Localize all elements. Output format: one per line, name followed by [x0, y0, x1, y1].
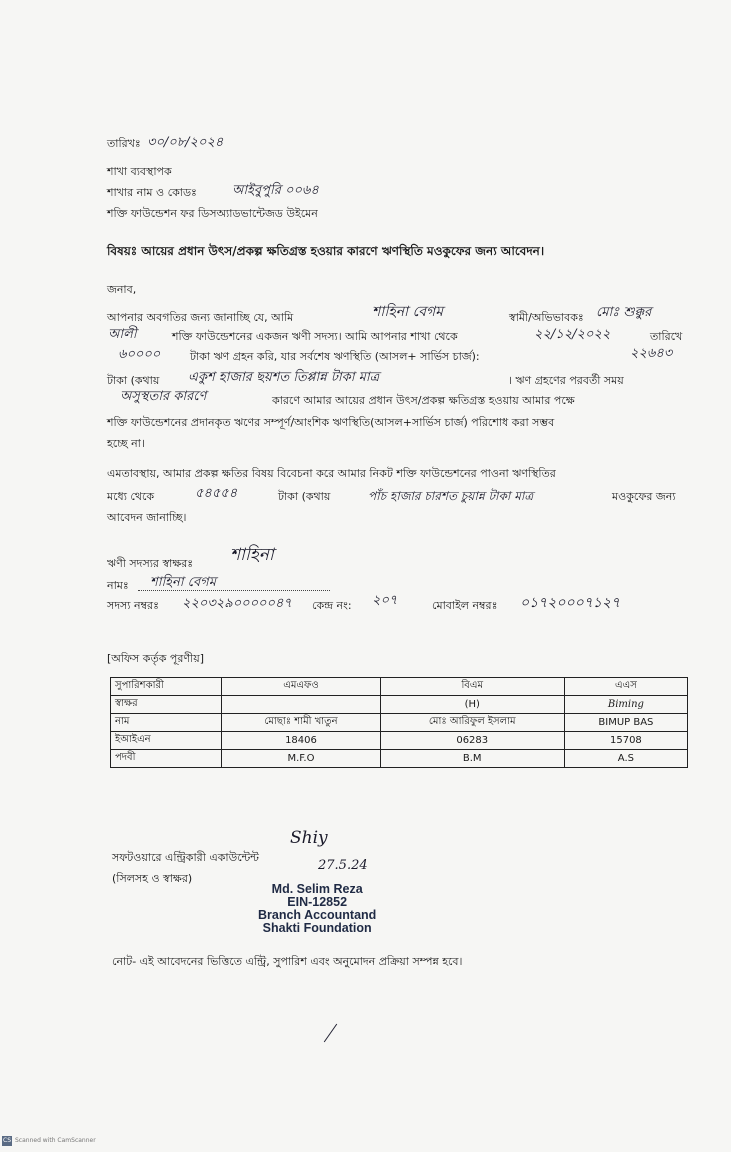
stamp-line: Shakti Foundation	[262, 921, 372, 935]
row-label: ইআইএন	[111, 732, 222, 750]
body-text: মওকুফের জন্য	[612, 490, 676, 503]
accountant-line: সফটওয়ারে এন্ট্রিকারী একাউন্টেন্ট	[112, 851, 259, 864]
body-text: কারণে আমার আয়ের প্রধান উৎস/প্রকল্প ক্ষতিগ্রস্ত হওয়ায় আমার পক্ষে	[272, 394, 575, 407]
outstanding-words-hw: একুশ হাজার ছয়শত তিপ্পান্ন টাকা মাত্র	[188, 370, 380, 385]
body-text: টাকা ঋণ গ্রহন করি, যার সর্বশেষ ঋণস্থিতি (আসল+ সার্ভিস চার্জ):	[190, 350, 480, 363]
body-text: হচ্ছে না।	[107, 437, 145, 450]
table-cell: BIMUP BAS	[564, 714, 687, 732]
table-row	[111, 750, 688, 768]
table-row	[111, 732, 688, 750]
center-hw: ২০৭	[372, 593, 398, 608]
accountant-date-hw: 27.5.24	[318, 858, 368, 873]
table-cell: A.S	[564, 750, 687, 768]
pen-mark	[324, 1024, 337, 1043]
guardian-hw: মোঃ শুক্কুর	[596, 305, 652, 320]
date-value: ৩০/০৮/২০২৪	[147, 135, 224, 150]
loan-amount-hw: ৬০০০০	[118, 347, 161, 362]
stamp-line: Branch Accountand	[258, 908, 377, 922]
waive-amount-hw: ৫৪৫৫৪	[195, 486, 238, 501]
signature-cell: Biming	[564, 696, 687, 714]
center-label: কেন্দ্র নং:	[312, 599, 352, 612]
accountant-signature: Shiy	[290, 828, 328, 848]
branch-label: শাখার নাম ও কোডঃ	[107, 186, 197, 199]
body-text: শক্তি ফাউন্ডেশনের প্রদানকৃত ঋণের সম্পূর্ণ/আংশিক ঋণস্থিতি(আসল+সার্ভিস চার্জ) পরিশোধ করা সম্ভব	[107, 416, 555, 429]
body-text: আপনার অবগতির জন্য জানাচ্ছি যে, আমি	[107, 311, 294, 324]
manager-label: শাখা ব্যবস্থাপক	[107, 165, 172, 178]
body-text: তারিখে	[650, 330, 683, 343]
table-cell: 15708	[564, 732, 687, 750]
loan-date-hw: ২২/১২/২০২২	[534, 327, 611, 342]
name-dotted-line	[138, 590, 330, 591]
borrower-signature: শাহিনা	[230, 545, 274, 565]
member-no-hw: ২২০৩২৯০০০০০৪৭	[182, 596, 292, 611]
signature-cell: (H)	[380, 696, 564, 714]
branch-value: আইবুপুরি ০০৬৪	[232, 183, 319, 198]
body-text: মধ্যে থেকে	[107, 490, 155, 503]
mobile-label: মোবাইল নম্বরঃ	[432, 599, 498, 612]
accountant-seal-note: (সিলসহ ও স্বাক্ষর)	[112, 872, 193, 885]
guardian-hw-2: আলী	[108, 327, 137, 342]
table-cell: M.F.O	[222, 750, 380, 768]
body-text: স্বামী/অভিভাবকঃ	[509, 311, 584, 324]
column-header: এমএফও	[222, 678, 380, 696]
borrower-name-hw: শাহিনা বেগম	[372, 304, 443, 320]
table-cell: 18406	[222, 732, 380, 750]
table-row	[111, 714, 688, 732]
body-text: টাকা (কথায়	[107, 374, 160, 387]
row-label: নাম	[111, 714, 222, 732]
body-text: এমতাবস্থায়, আমার প্রকল্প ক্ষতির বিষয় বিবেচনা করে আমার নিকট শক্তি ফাউন্ডেশনের পাওনা ঋণস্থিতির	[107, 467, 556, 480]
body-text: আবেদন জানাচ্ছি।	[107, 511, 187, 524]
waive-words-hw: পাঁচ হাজার চারশত চুয়ান্ন টাকা মাত্র	[368, 489, 534, 503]
column-header: বিএম	[380, 678, 564, 696]
borrower-sign-label: ঋণী সদস্যর স্বাক্ষরঃ	[107, 557, 194, 570]
stamp-line: EIN-12852	[287, 895, 348, 909]
reason-hw: অসুস্থতার কারণে	[120, 389, 207, 404]
camscanner-icon: CS	[3, 1137, 11, 1144]
office-table	[110, 677, 688, 768]
member-no-label: সদস্য নম্বরঃ	[107, 599, 159, 612]
table-cell: মোঃ আরিফুল ইসলাম	[380, 714, 564, 732]
salutation: জনাব,	[107, 283, 137, 296]
org-line: শক্তি ফাউন্ডেশন ফর ডিসঅ্যাডভান্টেজড উইমেন	[107, 207, 318, 220]
table-cell: মোছাঃ শামী খাতুন	[222, 714, 380, 732]
date-label: তারিখঃ	[107, 137, 141, 150]
footer-note: নোট- এই আবেদনের ভিত্তিতে এন্ট্রি, সুপারিশ এবং অনুমোদন প্রক্রিয়া সম্পন্ন হবে।	[112, 955, 463, 968]
borrower-name-label: নামঃ	[107, 579, 129, 592]
table-header-row	[111, 678, 688, 696]
row-label: পদবী	[111, 750, 222, 768]
body-text: শক্তি ফাউন্ডেশনের একজন ঋণী সদস্য। আমি আপনার শাখা থেকে	[172, 330, 458, 343]
body-text: টাকা (কথায়	[278, 490, 331, 503]
accountant-stamp	[258, 883, 376, 935]
signature-cell	[222, 696, 380, 714]
stamp-line: Md. Selim Reza	[271, 882, 363, 896]
table-row	[111, 696, 688, 714]
table-cell: B.M	[380, 750, 564, 768]
mobile-hw: ০১৭২০০০৭১২৭	[520, 595, 621, 611]
column-header: সুপারিশকারী	[111, 678, 222, 696]
table-cell: 06283	[380, 732, 564, 750]
scanner-tag	[2, 1136, 96, 1146]
office-heading: [অফিস কর্তৃক পূরণীয়]	[107, 652, 204, 665]
scanner-text: Scanned with CamScanner	[15, 1137, 96, 1144]
borrower-name-hw: শাহিনা বেগম	[150, 575, 216, 590]
body-text: । ঋণ গ্রহণের পরবর্তী সময়	[508, 374, 624, 387]
outstanding-hw: ২২৬৪৩	[630, 346, 673, 361]
column-header: এএস	[564, 678, 687, 696]
subject-line: বিষয়ঃ আয়ের প্রধান উৎস/প্রকল্প ক্ষতিগ্রস্ত হওয়ার কারণে ঋণস্থিতি মওকুফের জন্য আবেদন।	[107, 244, 545, 258]
row-label: স্বাক্ষর	[111, 696, 222, 714]
